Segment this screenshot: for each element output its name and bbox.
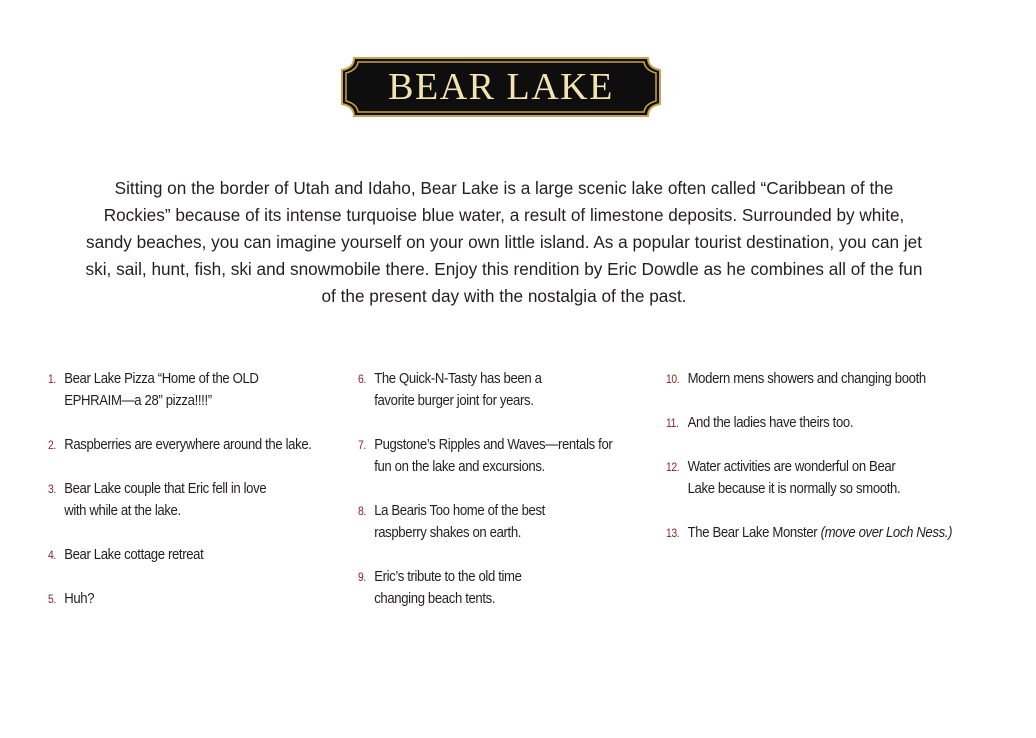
list-item <box>666 412 1012 434</box>
title-plaque <box>340 56 662 118</box>
item-text: Water activities are wonderful on Bear Lake because it is normally so smooth. <box>687 459 901 497</box>
legend-column-2 <box>358 368 658 632</box>
item-number: 8. <box>358 506 366 518</box>
item-number: 2. <box>48 440 56 452</box>
item-text: The Quick-N-Tasty has been a favorite burger joint for years. <box>374 371 542 409</box>
list-item <box>666 456 1012 500</box>
item-text: And the ladies have theirs too. <box>687 415 854 431</box>
item-number: 13. <box>666 528 680 540</box>
list-item <box>48 478 388 522</box>
list-item <box>358 434 698 478</box>
item-number: 6. <box>358 374 366 386</box>
item-text: Eric’s tribute to the old time changing beach tents. <box>374 569 522 607</box>
item-text: Bear Lake cottage retreat <box>64 547 204 563</box>
item-text: Pugstone’s Ripples and Waves—rentals for fun on the lake and excursions. <box>374 437 613 475</box>
list-item <box>48 588 388 610</box>
item-number: 7. <box>358 440 366 452</box>
list-item <box>358 368 698 412</box>
item-number: 5. <box>48 594 56 606</box>
item-number: 9. <box>358 572 366 584</box>
item-text: The Bear Lake Monster <box>687 525 818 541</box>
list-item <box>48 544 388 566</box>
item-text: Modern mens showers and changing booth <box>687 371 926 387</box>
item-number: 1. <box>48 374 56 386</box>
item-text: La Bearis Too home of the best raspberry shakes on earth. <box>374 503 545 541</box>
list-item <box>666 368 1012 390</box>
item-text: Raspberries are everywhere around the lake. <box>64 437 312 453</box>
list-item <box>48 368 388 412</box>
item-number: 11. <box>666 418 679 430</box>
legend-column-3 <box>666 368 1006 566</box>
list-item <box>358 566 698 610</box>
item-number: 12. <box>666 462 680 474</box>
list-item <box>358 500 698 544</box>
item-text: Huh? <box>64 591 95 607</box>
item-text: Bear Lake couple that Eric fell in love with while at the lake. <box>64 481 267 519</box>
item-number: 3. <box>48 484 56 496</box>
legend-column-1 <box>48 368 348 632</box>
item-note: (move over Loch Ness.) <box>820 525 953 541</box>
intro-paragraph: Sitting on the border of Utah and Idaho, Bear Lake is a large scenic lake often called “Caribbean of the Rockies” because of its intense turquoise blue water, a result of limestone deposits. Surrounded by white, sandy beaches, you can imagine yourself on your own little island. As a popular tourist destination, you can jet ski, sail, hunt, fish, ski and snowmobile there. Enjoy this rendition by Eric Dowdle as he combines all of the fun of the present day with the nostalgia of the past. <box>85 178 923 306</box>
list-item <box>48 434 388 456</box>
page-title: BEAR LAKE <box>388 66 614 108</box>
list-item <box>666 522 1012 544</box>
item-number: 10. <box>666 374 680 386</box>
item-text: Bear Lake Pizza “Home of the OLD EPHRAIM—a 28” pizza!!!!” <box>64 371 259 409</box>
item-number: 4. <box>48 550 56 562</box>
